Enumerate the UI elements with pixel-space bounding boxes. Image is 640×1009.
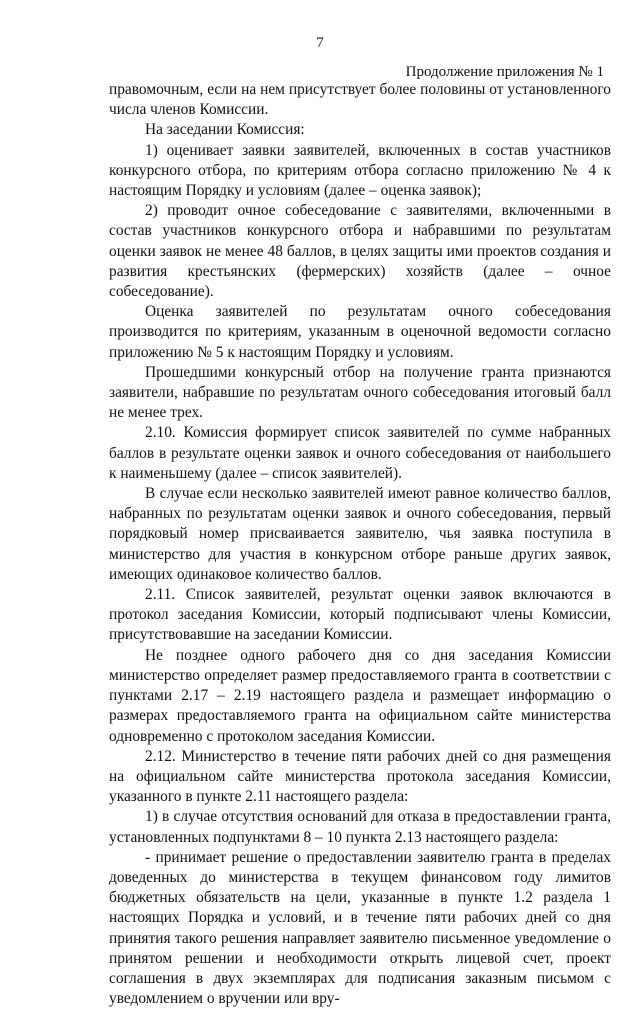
paragraph-equal-scores: В случае если несколько заявителей имеют равное количество баллов, набранных по результатам оценки заявок и очного собеседования, первый порядковый номер присваивается заявителю, чья заявка поступила в министерство для участия в конкурсном отборе раньше других заявок, имеющих одинаковое количество баллов.	[109, 485, 611, 583]
paragraph-2-11: 2.11. Список заявителей, результат оценки заявок включаются в протокол заседания Комиссии, который подписывают члены Комиссии, присутствовавшие на заседании Комиссии.	[109, 586, 611, 644]
paragraph-interview-assessment: Оценка заявителей по результатам очного собеседования производится по критериям, указанным в оценочной ведомости согласно приложению № 5 к настоящим Порядку и условиям.	[109, 303, 611, 361]
paragraph-item-2-interview: 2) проводит очное собеседование с заявителями, включенными в состав участников конкурсного отбора и набравшими по результатам оценки заявок не менее 48 баллов, в целях защиты ими проектов создания и развития крестьянских (фермерских) хозяйств (далее – очное собеседование).	[109, 202, 611, 301]
document-body	[109, 80, 611, 1009]
continuation-label: Продолжение приложения № 1	[405, 64, 604, 80]
paragraph-2-12-decision: - принимает решение о предоставлении заявителю гранта в пределах доведенных до министерства в текущем финансовом году лимитов бюджетных обязательств на цели, указанные в пункте 1.2 раздела 1 настоящих Порядка и условий, и в течение пяти рабочих дней со дня принятия такого решения направляет заявителю письменное уведомление о принятом решении и необходимости открыть лицевой счет, проект соглашения в двух экземплярах для подписания заказным письмом с уведомлением о вручении или вру-	[109, 848, 611, 1008]
paragraph-2-10: 2.10. Комиссия формирует список заявителей по сумме набранных баллов в результате оценки заявок и очного собеседования от наибольшего к наименьшему (далее – список заявителей).	[109, 424, 611, 482]
paragraph-item-1-evaluation: 1) оценивает заявки заявителей, включенных в состав участников конкурсного отбора, по критериям отбора согласно приложению № 4 к настоящим Порядку и условиям (далее – оценка заявок);	[109, 141, 611, 200]
paragraph-2-12-item-1: 1) в случае отсутствия оснований для отказа в предоставлении гранта, установленных подпунктами 8 – 10 пункта 2.13 настоящего раздела:	[109, 808, 611, 846]
paragraph-2-12: 2.12. Министерство в течение пяти рабочих дней со дня размещения на официальном сайте министерства протокола заседания Комиссии, указанного в пункте 2.11 настоящего раздела:	[109, 747, 611, 806]
paragraph-quorum-continuation: правомочным, если на нем присутствует более половины от установленного числа членов Комиссии.	[109, 81, 611, 119]
paragraph-grant-size: Не позднее одного рабочего дня со дня заседания Комиссии министерство определяет размер предоставляемого гранта в соответствии с пунктами 2.17 – 2.19 настоящего раздела и размещает информацию о размерах предоставляемого гранта на официальном сайте министерства одновременно с протоколом заседания Комиссии.	[109, 646, 611, 745]
page-number: 7	[316, 35, 324, 51]
paragraph-commission-session: На заседании Комиссия:	[145, 121, 305, 139]
paragraph-winners: Прошедшими конкурсный отбор на получение гранта признаются заявители, набравшие по результатам очного собеседования итоговый балл не менее трех.	[109, 363, 611, 422]
